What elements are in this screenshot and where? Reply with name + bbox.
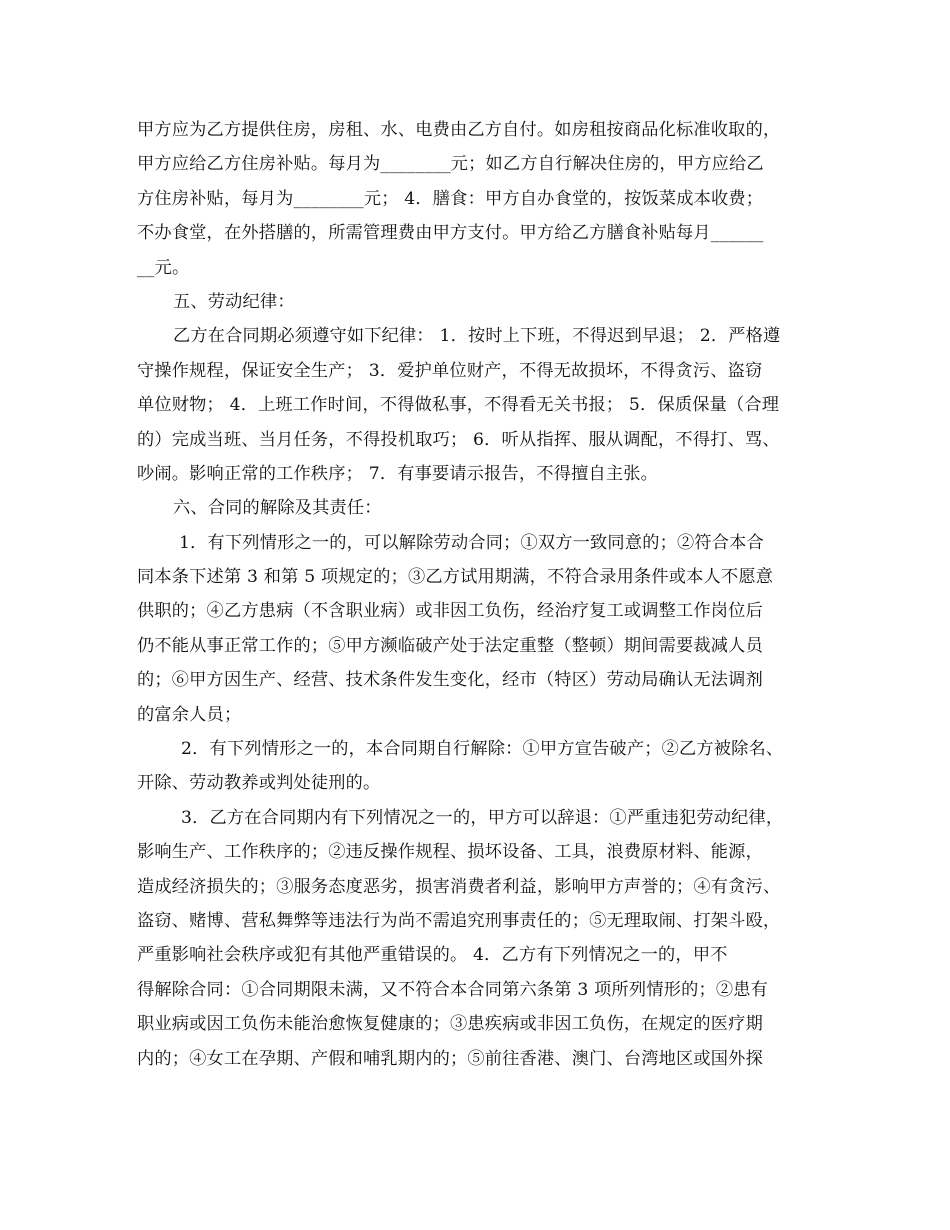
text-line: 仍不能从事正常工作的；⑤甲方濒临破产处于法定重整（整顿）期间需要裁减人员 (137, 635, 763, 656)
text-line: 吵闹。影响正常的工作秩序； 7．有事要请示报告，不得擅自主张。 (137, 463, 659, 484)
text-line: 的；⑥甲方因生产、经营、技术条件发生变化，经市（特区）劳动局确认无法调剂 (137, 670, 763, 691)
text-line: 3．乙方在合同期内有下列情况之一的，甲方可以辞退：①严重违犯劳动纪律， (181, 807, 784, 828)
section-heading: 五、劳动纪律： (173, 291, 295, 312)
text-line: 2．有下列情形之一的，本合同期自行解除：①甲方宣告破产；②乙方被除名、 (181, 739, 784, 760)
text-line: 甲方应给乙方住房补贴。每月为________元；如乙方自行解决住房的，甲方应给乙 (137, 154, 764, 175)
text-line: 方住房补贴，每月为________元； 4．膳食：甲方自办食堂的，按饭菜成本收费； (137, 188, 764, 209)
text-line: 开除、劳动教养或判处徒刑的。 (137, 773, 381, 794)
text-line: 造成经济损失的；③服务态度恶劣，损害消费者利益，影响甲方声誉的；④有贪污、 (137, 876, 781, 897)
document-page (137, 113, 827, 1076)
text-line: 严重影响社会秩序或犯有其他严重错误的。 4．乙方有下列情况之一的，甲不 (137, 945, 728, 966)
text-line: __元。 (137, 257, 190, 278)
text-line: 的富余人员； (137, 704, 242, 725)
text-line: 甲方应为乙方提供住房，房租、水、电费由乙方自付。如房租按商品化标准收取的， (137, 120, 781, 140)
text-line: 乙方在合同期必须遵守如下纪律： 1．按时上下班，不得迟到早退； 2．严格遵 (173, 326, 781, 347)
text-line: 盗窃、赌博、营私舞弊等违法行为尚不需追究刑事责任的；⑤无理取闹、打架斗殴， (137, 910, 781, 931)
text-line: 影响生产、工作秩序的；②违反操作规程、损坏设备、工具，浪费原材料、能源， (137, 842, 763, 863)
text-line: 守操作规程，保证安全生产； 3．爱护单位财产，不得无故损坏，不得贪污、盗窃 (137, 360, 763, 381)
text-line: 职业病或因工负伤未能治愈恢复健康的；③患疾病或非因工负伤，在规定的医疗期 (137, 1014, 763, 1035)
text-line: 同本条下述第 3 和第 5 项规定的；③乙方试用期满，不符合录用条件或本人不愿意 (137, 567, 774, 588)
text-line: 不办食堂，在外搭膳的，所需管理费由甲方支付。甲方给乙方膳食补贴每月______ (137, 223, 764, 244)
section-heading: 六、合同的解除及其责任： (173, 498, 382, 519)
text-line: 单位财物； 4．上班工作时间，不得做私事，不得看无关书报； 5．保质保量（合理 (137, 395, 780, 416)
text-line: 1．有下列情形之一的，可以解除劳动合同；①双方一致同意的；②符合本合 (179, 532, 764, 553)
text-line: 得解除合同：①合同期限未满，又不符合本合同第六条第 3 项所列情形的；②患有 (137, 979, 769, 1000)
text-line: 内的；④女工在孕期、产假和哺乳期内的；⑤前往香港、澳门、台湾地区或国外探 (137, 1048, 763, 1069)
text-line: 供职的；④乙方患病（不含职业病）或非因工负伤，经治疗复工或调整工作岗位后 (137, 601, 763, 622)
text-line: 的）完成当班、当月任务，不得投机取巧； 6．听从指挥、服从调配，不得打、骂、 (137, 429, 780, 450)
